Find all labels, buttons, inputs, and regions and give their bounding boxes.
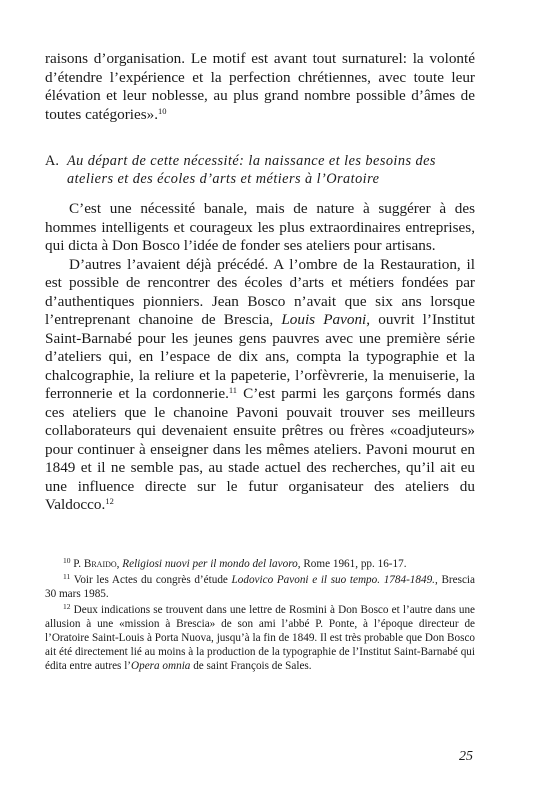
footnote-11: $^{11}$ Voir les Actes du congrès d’étude Lodovico Pavoni e il suo tempo. 1784-1849., Brescia 30 mars 1985. [45, 571, 475, 600]
footnotes [45, 557, 475, 673]
footnote-10: $^{10}$ P. Braido, Religiosi nuovi per il mondo del lavoro, Rome 1961, pp. 16-17. [63, 555, 407, 570]
footnote-ref-11[interactable]: 11 [228, 385, 238, 395]
footnote-12: $^{12}$ Deux indications se trouvent dans une lettre de Rosmini à Don Bosco et l’autre dans une allusion à une «mission à Brescia» de son ami l’abbé P. Ponte, à l’époque directeur de l’Oratoire Saint-Louis à Porta Nuova, jusqu’à la fin de 1849. Il est très probable que Don Bosco ait été directement lié au moins à la production de la typographie de l’Institut Saint-Barnabé qui édita entre autres l’Opera omnia de saint François de Sales. [45, 601, 476, 672]
opening-paragraph: raisons d’organisation. Le motif est avant tout surnaturel: la volonté d’étendre l’expérience et la perfection chrétiennes, avec toute leur élévation et leur noblesse, au plus grand nombre possible d’âmes de toutes catégories».$^{10}$ [45, 50, 475, 123]
person-name: Louis Pavoni [281, 311, 367, 328]
paragraph-2: D’autres l’avaient déjà précédé. A l’ombre de la Restauration, il est possible de rencontrer des écoles d’arts et métiers fondées par d’authentiques pionniers. Jean Bosco n’avait que six ans lorsque l’entreprenant chanoine de Brescia, Louis Pavoni, ouvrit l’Institut Saint-Barnabé pour les jeunes gens pauvres avec une première série d’ateliers qui, en l’espace de dix ans, compta la typographie et la chalcographie, la reliure et la papeterie, l’orfèvrerie, la menuiserie, la ferronnerie et la cordonnerie.$^{11}$ C’est parmi les garçons formés dans ces ateliers que le chanoine Pavoni pouvait trouver ses meilleurs collaborateurs qui devenaient ensuite prêtres ou frères «coadjuteurs» pour continuer à enseigner dans les mêmes ateliers. Pavoni mourut en 1849 et il ne semble pas, au stade actuel des recherches, qu’il ait eu une influence directe sur le futur organisateur des ateliers du Valdocco.$^{12}$ [45, 255, 475, 513]
body-text [45, 50, 475, 124]
page-number: 25 [459, 749, 473, 764]
section-heading [45, 152, 475, 188]
section-body [45, 200, 475, 515]
section-letter: A. [45, 153, 59, 169]
page-content [45, 50, 475, 675]
paragraph-1: C’est une nécessité banale, mais de nature à suggérer à des hommes intelligents et courageux les plus extraordinaires entreprises, qui dicta à Don Bosco l’idée de fonder ses ateliers pour artisans. [45, 200, 475, 254]
footnote-ref-10[interactable]: 10 [158, 105, 167, 116]
section-title: Au départ de cette nécessité: la naissance et les besoins des ateliers et des écoles d’arts et métiers à l’Oratoire [67, 153, 436, 187]
footnote-ref-12[interactable]: 12 [105, 496, 114, 506]
